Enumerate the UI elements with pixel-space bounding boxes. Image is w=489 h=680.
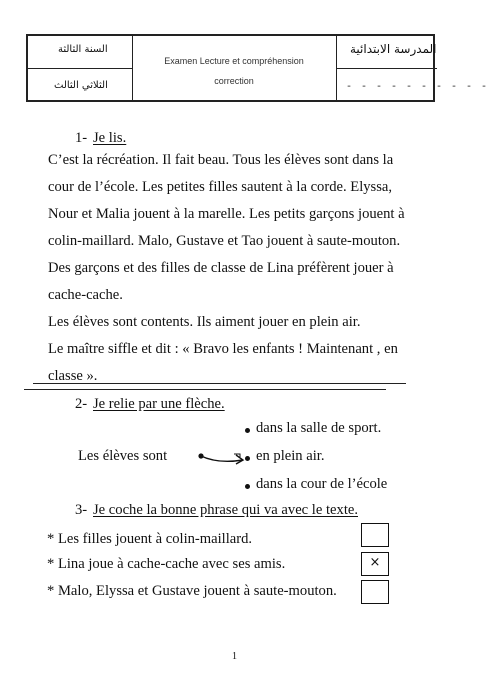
exam-header bbox=[26, 34, 489, 102]
matching-subject: Les élèves sont bbox=[78, 448, 168, 464]
option-bullet bbox=[245, 484, 250, 489]
statement: * Les filles jouent à colin-maillard. bbox=[47, 531, 253, 547]
section1-number: 1- bbox=[75, 130, 88, 146]
header-divider-left bbox=[132, 36, 133, 100]
grade-label: السنة الثالثة bbox=[58, 44, 108, 55]
school-name-blank: - - - - - - - - - - bbox=[346, 82, 489, 93]
text-line: Les élèves sont contents. Ils aiment jouer en plein air. bbox=[48, 314, 361, 330]
section3-number: 3- bbox=[75, 502, 88, 518]
matching-option: en plein air. bbox=[256, 448, 325, 464]
section2-number: 2- bbox=[75, 396, 88, 412]
section2-title: Je relie par une flèche. bbox=[93, 396, 225, 412]
matching-option: dans la salle de sport. bbox=[256, 420, 382, 436]
school-label: المدرسة الابتدائية bbox=[350, 42, 437, 56]
option-bullet bbox=[245, 428, 250, 433]
text-line: Des garçons et des filles de classe de Lina préfèrent jouer à bbox=[48, 260, 394, 276]
exam-title: Examen Lecture et compréhension bbox=[164, 56, 304, 66]
matching-option: dans la cour de l’école bbox=[256, 476, 388, 492]
text-line: Le maître siffle et dit : « Bravo les enfants ! Maintenant , en bbox=[48, 341, 398, 357]
answer-checkbox[interactable] bbox=[361, 523, 389, 547]
text-line: cour de l’école. Les petites filles sautent à la corde. Elyssa, bbox=[48, 179, 393, 195]
check-mark: × bbox=[369, 555, 381, 570]
header-divider-school bbox=[336, 68, 437, 69]
header-divider-grade bbox=[28, 68, 132, 69]
text-line: classe ». bbox=[48, 368, 98, 384]
answer-checkbox[interactable] bbox=[361, 552, 389, 576]
statement: * Lina joue à cache-cache avec ses amis. bbox=[47, 556, 286, 572]
section-separator-bottom bbox=[24, 389, 386, 390]
text-line: cache-cache. bbox=[48, 287, 123, 303]
statement: * Malo, Elyssa et Gustave jouent à saute-mouton. bbox=[47, 583, 337, 599]
section-separator-top bbox=[33, 383, 406, 384]
page-number: 1 bbox=[232, 651, 237, 662]
section1-title: Je lis. bbox=[93, 130, 127, 146]
answer-arrow bbox=[196, 448, 250, 472]
answer-checkbox[interactable] bbox=[361, 580, 389, 604]
term-label: الثلاثي الثالث bbox=[54, 80, 108, 91]
text-line: Nour et Malia jouent à la marelle. Les petits garçons jouent à bbox=[48, 206, 405, 222]
section3-title: Je coche la bonne phrase qui va avec le texte. bbox=[93, 502, 358, 518]
correction-label: correction bbox=[214, 76, 254, 86]
text-line: colin-maillard. Malo, Gustave et Tao jouent à saute-mouton. bbox=[48, 233, 401, 249]
text-line: C’est la récréation. Il fait beau. Tous les élèves sont dans la bbox=[48, 152, 394, 168]
